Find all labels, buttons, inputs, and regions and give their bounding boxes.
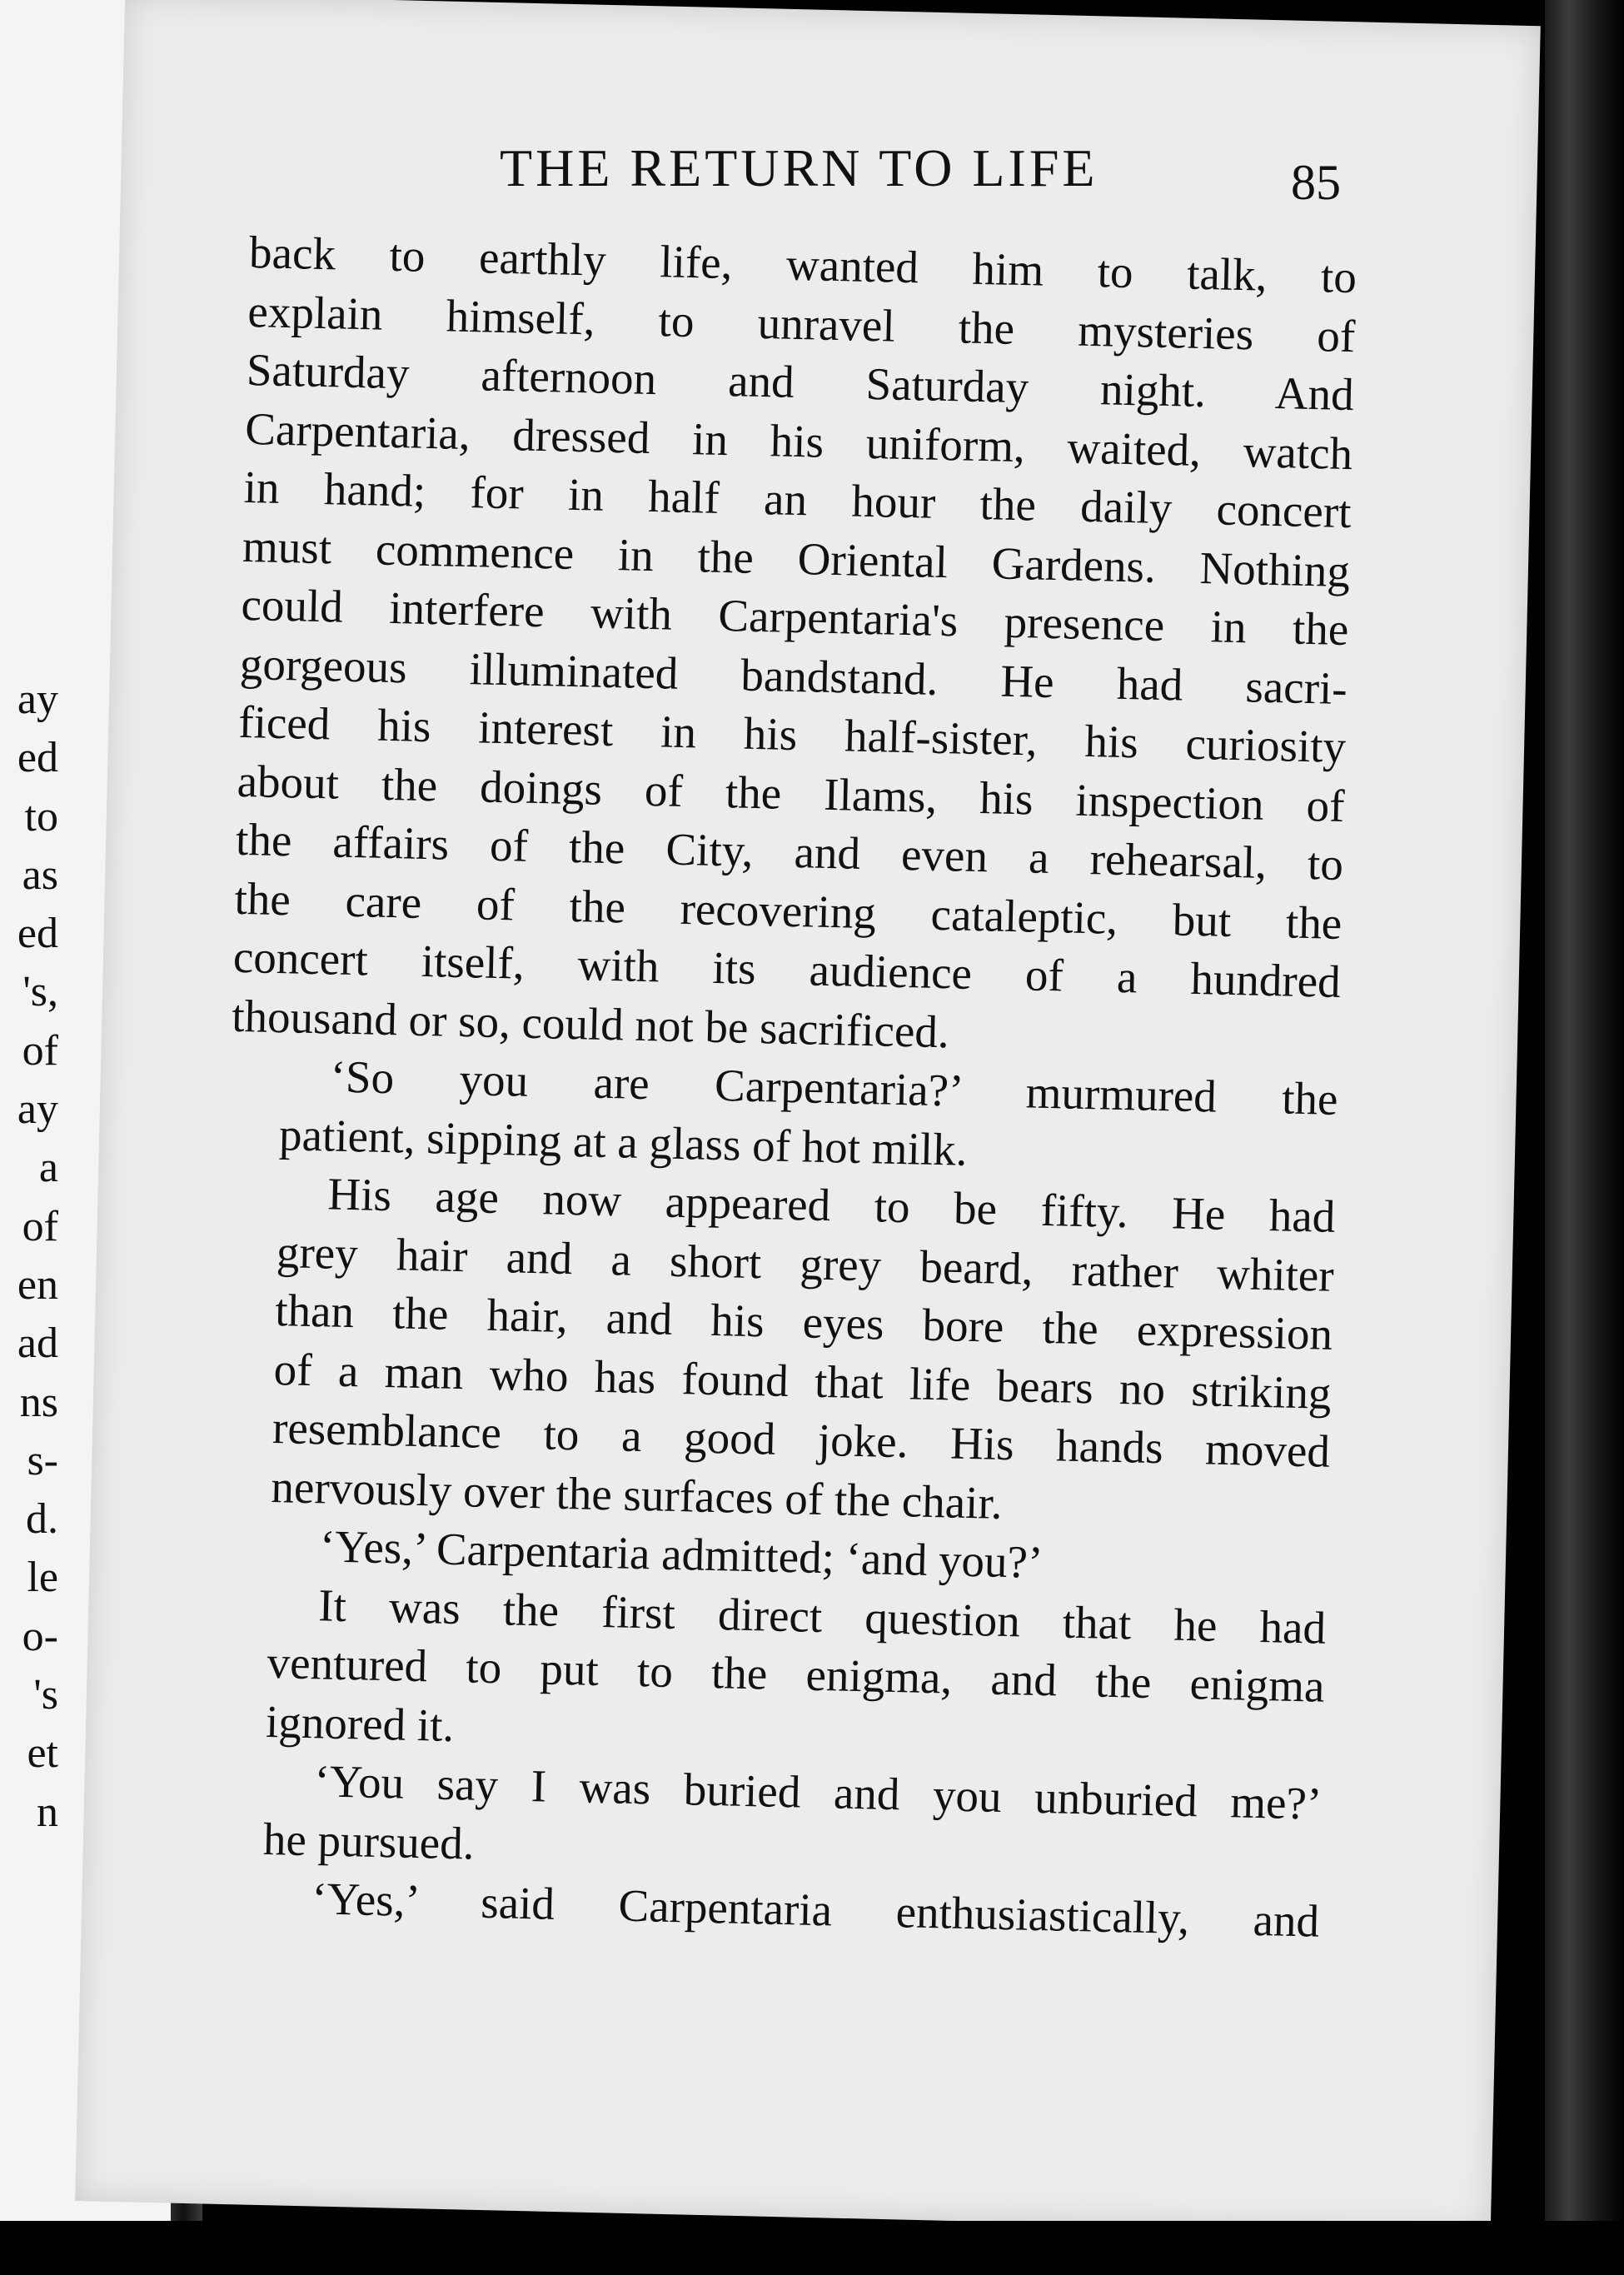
- text-line: must commence in the Oriental Gardens. Nothing: [242, 520, 1351, 596]
- text-line: concert itself, with its audience of a hundred: [232, 930, 1342, 1007]
- running-head: [375, 137, 1341, 212]
- text-line: grey hair and a short grey beard, rather whiter: [276, 1225, 1335, 1301]
- previous-page-fragment: ad: [17, 1320, 58, 1368]
- text-line: Carpentaria, dressed in his uniform, waited, watch: [244, 402, 1353, 479]
- previous-page-fragment: ed: [17, 734, 58, 782]
- text-line: the care of the recovering cataleptic, but the: [233, 872, 1343, 949]
- paragraph: [221, 1163, 1336, 1540]
- paragraph: [232, 223, 1357, 1070]
- text-line: resemblance to a good joke. His hands moved: [271, 1401, 1331, 1477]
- previous-page-fragment: of: [22, 1026, 58, 1075]
- previous-page-fragment: s-: [27, 1436, 58, 1484]
- text-line: than the hair, and his eyes bore the expression: [274, 1285, 1333, 1360]
- text-line: ‘So you are Carpentaria?’ murmured the: [330, 1050, 1339, 1125]
- text-line: It was the first direct question that he had: [317, 1579, 1327, 1654]
- text-line: thousand or so, could not be sacrificed.: [231, 990, 950, 1057]
- text-line: he pursued.: [262, 1813, 476, 1869]
- running-title: THE RETURN TO LIFE: [500, 138, 1098, 197]
- previous-page-fragment: le: [27, 1554, 58, 1602]
- previous-page-fragment: of: [22, 1202, 58, 1250]
- previous-page-fragment: en: [17, 1260, 58, 1309]
- previous-page-fragment: as: [22, 851, 58, 899]
- previous-page-fragment: 's: [33, 1671, 58, 1719]
- text-line: ‘Yes,’ Carpentaria admitted; ‘and you?’: [319, 1520, 1044, 1589]
- previous-page-fragment: a: [38, 1144, 58, 1192]
- page-bottom-edge: [0, 2221, 1624, 2275]
- text-line: in hand; for in half an hour the daily concert: [243, 461, 1353, 538]
- text-line: of a man who has found that life bears no striking: [273, 1343, 1333, 1419]
- text-line: ficed his interest in his half-sister, his curiosity: [237, 696, 1347, 773]
- previous-page-fragment: d.: [26, 1495, 58, 1544]
- text-line: gorgeous illuminated bandstand. He had sacri-: [239, 637, 1348, 714]
- text-line: about the doings of the Ilams, his inspection of: [237, 755, 1346, 831]
- text-line: the affairs of the City, and even a rehearsal, to: [235, 813, 1344, 890]
- previous-page-fragment: 's,: [22, 968, 58, 1016]
- previous-page-fragment: ay: [17, 1085, 58, 1134]
- text-line: patient, sipping at a glass of hot milk.: [278, 1108, 969, 1175]
- text-line: His age now appeared to be fifty. He had: [326, 1168, 1336, 1242]
- previous-page-fragment: et: [27, 1729, 58, 1778]
- previous-page-fragment: o-: [22, 1612, 58, 1660]
- previous-page-fragment: ay: [17, 676, 58, 723]
- text-line: Saturday afternoon and Saturday night. And: [246, 343, 1355, 421]
- previous-page-fragment: ed: [17, 910, 58, 958]
- text-line: ‘Yes,’ said Carpentaria enthusiastically, and: [311, 1873, 1320, 1947]
- text-line: ventured to put to the enigma, and the enigma: [267, 1636, 1326, 1712]
- text-line: could interfere with Carpentaria's presence in the: [240, 578, 1349, 656]
- page-number: 85: [1291, 155, 1341, 210]
- previous-page-fragment: to: [24, 792, 58, 841]
- text-line: explain himself, to unravel the mysteries of: [247, 285, 1356, 362]
- text-line: nervously over the surfaces of the chair.: [270, 1460, 1004, 1529]
- paragraph: [215, 1574, 1326, 1775]
- body-text: [212, 223, 1357, 1951]
- text-line: ‘You say I was buried and you unburied me?’: [313, 1755, 1323, 1829]
- page-right-edge: [1545, 0, 1624, 2275]
- previous-page-text-fragments: [0, 671, 58, 1842]
- previous-page-fragment: n: [37, 1788, 58, 1836]
- text-line: back to earthly life, wanted him to talk, to: [248, 226, 1357, 303]
- text-line: ignored it.: [265, 1695, 455, 1751]
- previous-page-fragment: ns: [19, 1378, 58, 1426]
